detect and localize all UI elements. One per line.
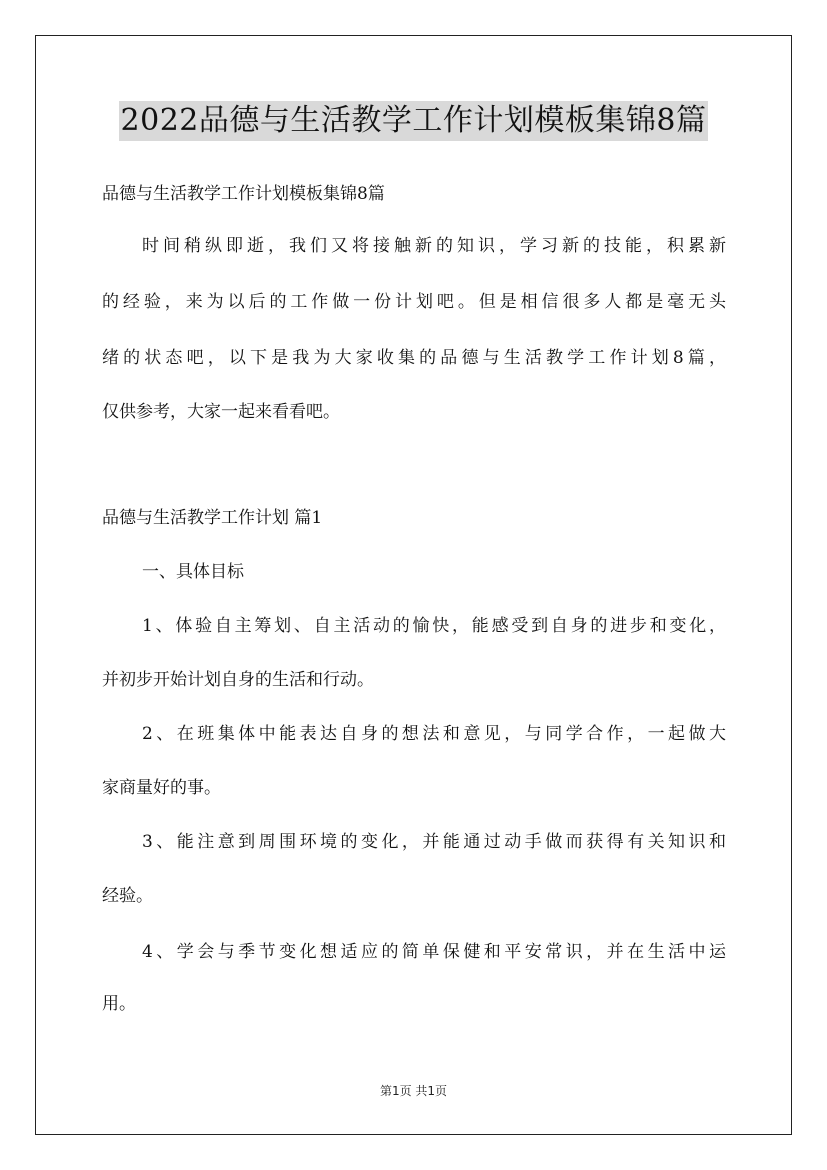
goal-line-2: 并初步开始计划自身的生活和行动。 (102, 670, 374, 690)
document-subtitle: 品德与生活教学工作计划模板集锦8篇 (102, 184, 385, 204)
intro-line-1: 时间稍纵即逝，我们又将接触新的知识，学习新的技能，积累新 (142, 236, 726, 256)
section-heading: 品德与生活教学工作计划 篇1 (102, 508, 323, 528)
document-title (0, 100, 827, 141)
goal-line-7: 4、学会与季节变化想适应的简单保健和平安常识，并在生活中运 (142, 942, 726, 962)
document-title-text: 2022品德与生活教学工作计划模板集锦8篇 (119, 101, 709, 141)
goal-line-6: 经验。 (102, 886, 153, 906)
goal-line-4: 家商量好的事。 (102, 778, 221, 798)
goal-line-5: 3、能注意到周围环境的变化，并能通过动手做而获得有关知识和 (142, 832, 726, 852)
goal-line-8: 用。 (102, 994, 136, 1014)
page-number: 第1页 共1页 (379, 1084, 448, 1098)
intro-line-2: 的经验，来为以后的工作做一份计划吧。但是相信很多人都是毫无头 (102, 292, 726, 312)
intro-line-4: 仅供参考，大家一起来看看吧。 (102, 402, 340, 422)
goal-line-1: 1、体验自主筹划、自主活动的愉快，能感受到自身的进步和变化， (142, 616, 726, 636)
goal-heading: 一、具体目标 (142, 562, 244, 582)
intro-line-3: 绪的状态吧，以下是我为大家收集的品德与生活教学工作计划8篇， (102, 348, 726, 368)
goal-line-3: 2、在班集体中能表达自身的想法和意见，与同学合作，一起做大 (142, 724, 726, 744)
